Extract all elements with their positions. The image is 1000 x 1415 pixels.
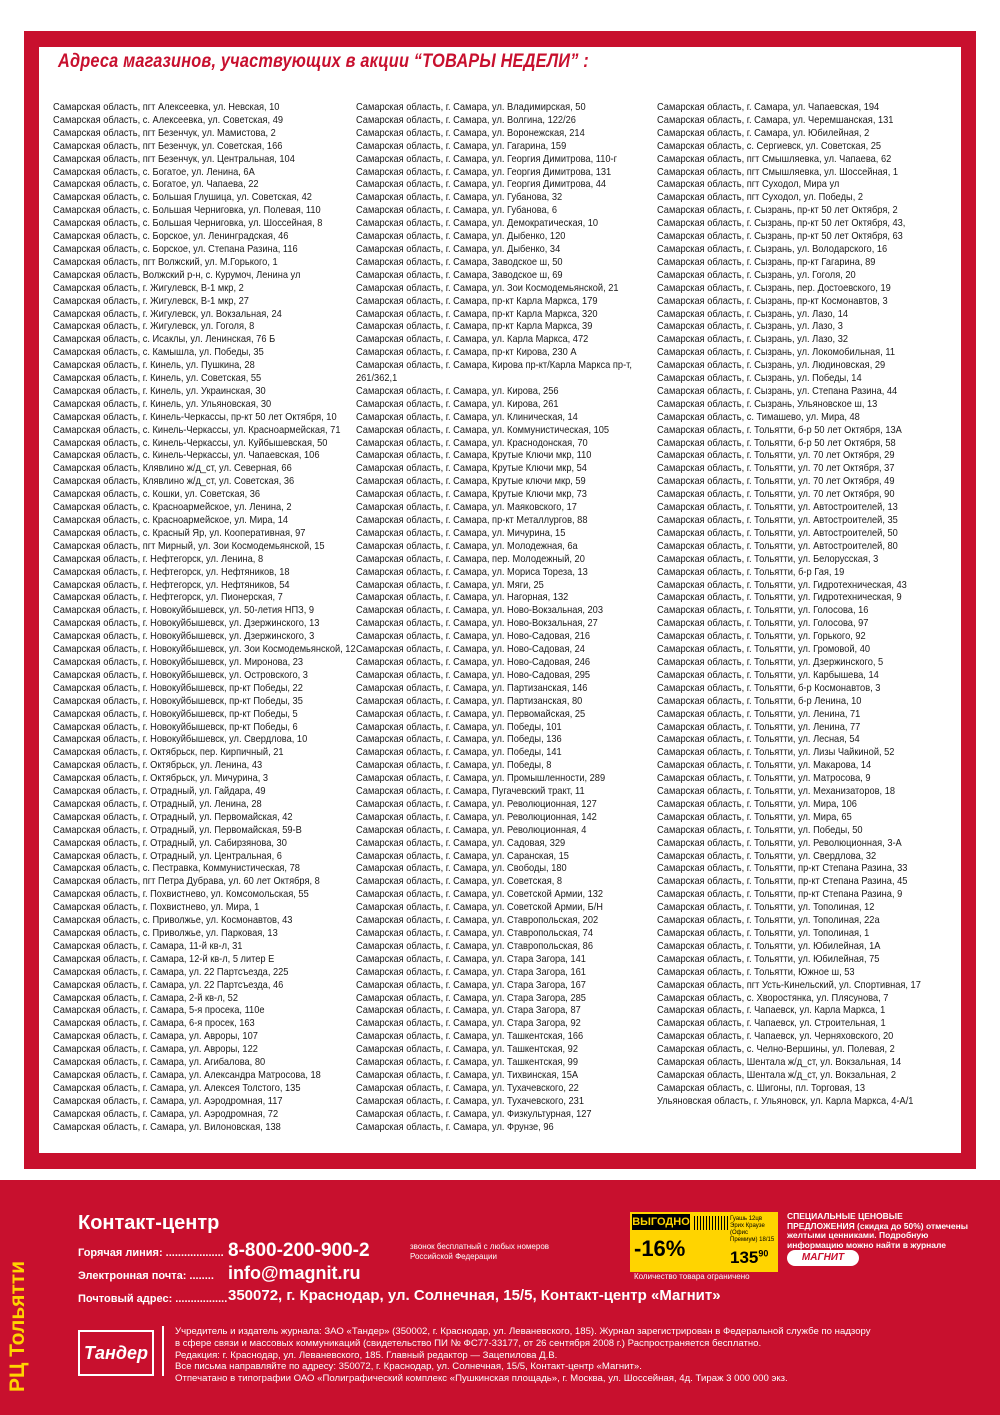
address-line: Самарская область, г. Новокуйбышевск, ул. Дзержинского, 3 [53, 631, 315, 643]
address-line: Самарская область, г. Тольятти, ул. Автостроителей, 80 [657, 540, 898, 552]
address-line: Самарская область, г. Новокуйбышевск, пр-кт Победы, 22 [53, 682, 303, 694]
address-line: Самарская область, г. Самара, ул. Ново-Садовая, 216 [356, 631, 591, 643]
address-line: Самарская область, Волжский р-н, с. Курумоч, Ленина ул [53, 269, 301, 281]
address-line: Самарская область, пгт Смышляевка, ул. Чапаева, 62 [657, 153, 892, 165]
address-line: Самарская область, г. Кинель-Черкассы, пр-кт 50 лет Октября, 10 [53, 411, 337, 423]
address-line: Самарская область, г. Тольятти, б-р Космонавтов, 3 [657, 682, 881, 694]
address-line: Самарская область, г. Самара, ул. Зои Космодемьянской, 21 [356, 282, 619, 294]
imprint [175, 1326, 965, 1385]
address-line: Самарская область, с. Большая Черниговка, ул. Шоссейная, 8 [53, 218, 323, 230]
address-line: Самарская область, г. Отрадный, ул. Первомайская, 42 [53, 811, 293, 823]
address-line: Самарская область, г. Самара, ул. Аэродромная, 117 [53, 1095, 283, 1107]
address-line: Самарская область, г. Сызрань, ул. Володарского, 16 [657, 243, 888, 255]
address-line: Самарская область, г. Самара, ул. Демократическая, 10 [356, 218, 599, 230]
address-line: Самарская область, г. Самара, ул. Саранская, 15 [356, 850, 569, 862]
address-line: Самарская область, г. Самара, ул. Вилоновская, 138 [53, 1121, 281, 1133]
address-line: Самарская область, г. Самара, пр-кт Карла Маркса, 39 [356, 321, 593, 333]
address-line: Самарская область, г. Самара, Заводское ш, 50 [356, 256, 563, 268]
address-line: Самарская область, г. Тольятти, пр-кт Степана Разина, 33 [657, 863, 908, 875]
address-line: Самарская область, г. Самара, ул. Губанова, 32 [356, 192, 563, 204]
address-line: Самарская область, с. Красный Яр, ул. Кооперативная, 97 [53, 527, 306, 539]
address-line: Самарская область, г. Самара, ул. Мориса Тореза, 13 [356, 566, 588, 578]
address-line: Самарская область, г. Самара, ул. Авроры, 122 [53, 1044, 258, 1056]
address-line: Самарская область, г. Самара, ул. Ставропольская, 86 [356, 940, 593, 952]
address-line: Самарская область, г. Самара, ул. Дыбенко, 120 [356, 231, 566, 243]
address-line: Самарская область, г. Самара, ул. Мичурина, 15 [356, 527, 566, 539]
address-line: Самарская область, г. Тольятти, ул. Победы, 50 [657, 824, 863, 836]
promo-badge: ВЫГОДНО [632, 1216, 690, 1228]
address-line: Самарская область, г. Новокуйбышевск, пр-кт Победы, 6 [53, 721, 298, 733]
address-line: Самарская область, с. Сергиевск, ул. Советская, 25 [657, 140, 882, 152]
address-line: Самарская область, с. Красноармейское, ул. Ленина, 2 [53, 502, 292, 514]
address-line: Самарская область, с. Красноармейское, ул. Мира, 14 [53, 515, 289, 526]
address-line: Самарская область, г. Тольятти, ул. Мира, 65 [657, 811, 852, 823]
address-line: Самарская область, г. Самара, ул. Физкультурная, 127 [356, 1108, 592, 1120]
address-line: Самарская область, г. Самара, ул. Ставропольская, 74 [356, 928, 593, 939]
address-line: Самарская область, г. Самара, Пугачевский тракт, 11 [356, 786, 585, 798]
imprint-line: Отпечатано в типографии ОАО «Полиграфический комплекс «Пушкинская площадь», г. Москва, ул. Шоссейная, 4д. Тираж 3 000 000 экз. [175, 1373, 788, 1385]
address-line: Самарская область, пгт Мирный, ул. Зои Космодемьянской, 15 [53, 540, 325, 552]
address-line: Самарская область, с. Богатое, ул. Чапаева, 22 [53, 179, 259, 191]
address-line: Самарская область, г. Самара, ул. Ново-Садовая, 246 [356, 656, 591, 668]
address-line: Самарская область, г. Самара, ул. Ново-Садовая, 295 [356, 669, 591, 681]
address-line: Самарская область, г. Тольятти, б-р 50 лет Октября, 13А [657, 424, 902, 436]
address-line: Самарская область, пгт Безенчук, ул. Центральная, 104 [53, 153, 295, 165]
address-line: Самарская область, г. Тольятти, б-р 50 лет Октября, 58 [657, 437, 896, 449]
address-line: Самарская область, г. Тольятти, ул. 70 лет Октября, 37 [657, 463, 895, 475]
address-line: Самарская область, г. Кинель, ул. Украинская, 30 [53, 385, 266, 397]
address-line: Самарская область, г. Сызрань, пр-кт Гагарина, 89 [657, 256, 876, 268]
address-line: Самарская область, г. Тольятти, ул. Гидротехническая, 9 [657, 592, 902, 604]
address-line: Самарская область, с. Кинель-Черкассы, ул. Куйбышевская, 50 [53, 437, 328, 449]
address-line: Самарская область, с. Борское, ул. Степана Разина, 116 [53, 243, 298, 255]
address-line: Самарская область, г. Тольятти, ул. Дзержинского, 5 [657, 656, 884, 668]
address-line: Самарская область, г. Жигулевск, ул. Вокзальная, 24 [53, 308, 282, 320]
promo-product: Гуашь 12цв Эрих Краузе (Офис Премиум) 18/15 [730, 1216, 775, 1243]
address-line: Самарская область, г. Самара, ул. Советской Армии, 132 [356, 889, 604, 901]
address-column-1 [53, 102, 356, 1135]
address-line: Самарская область, г. Тольятти, ул. Мира, 106 [657, 798, 857, 810]
address-line: Самарская область, г. Кинель, ул. Советская, 55 [53, 373, 262, 385]
address-line: Самарская область, г. Новокуйбышевск, пр-кт Победы, 35 [53, 695, 303, 707]
address-line: Самарская область, г. Самара, ул. Георгия Димитрова, 44 [356, 179, 607, 191]
address-line: Самарская область, г. Самара, 12-й кв-л, 5 литер Е [53, 953, 275, 965]
address-line: Самарская область, г. Самара, ул. Победы, 8 [356, 760, 552, 772]
address-line: Самарская область, г. Тольятти, ул. Юбилейная, 1А [657, 940, 881, 952]
address-line: Самарская область, г. Похвистнево, ул. Мира, 1 [53, 902, 260, 914]
address-line: Самарская область, г. Тольятти, ул. Юбилейная, 75 [657, 953, 880, 965]
address-line: Самарская область, г. Самара, Крутые Ключи мкр, 54 [356, 463, 587, 475]
address-line: Самарская область, г. Тольятти, ул. Тополиная, 12 [657, 902, 875, 914]
promo-discount: -16% [634, 1236, 686, 1261]
address-line: Самарская область, пгт Безенчук, ул. Советская, 166 [53, 140, 283, 152]
imprint-line: Учредитель и издатель журнала: ЗАО «Тандер» (350002, г. Краснодар, ул. Леваневского, 185). Журнал зарегистрирован в Федеральной службе по надзору [175, 1326, 871, 1337]
address-line: Самарская область, г. Самара, ул. Ново-Садовая, 24 [356, 644, 585, 656]
address-line: Самарская область, г. Самара, ул. Воронежская, 214 [356, 127, 585, 139]
address-line: Самарская область, г. Самара, ул. 22 Партсъезда, 46 [53, 979, 284, 991]
address-line: Самарская область, г. Самара, ул. Стара Загора, 87 [356, 1005, 581, 1017]
address-line: Самарская область, г. Самара, ул. Первомайская, 25 [356, 708, 586, 720]
address-line: Самарская область, г. Чапаевск, ул. Черняховского, 20 [657, 1031, 894, 1043]
address-line: Самарская область, с. Пестравка, Коммунистическая, 78 [53, 863, 300, 875]
hotline-label: Горячая линия: ................... [78, 1247, 224, 1259]
address-line: Самарская область, г. Самара, ул. Ташкентская, 166 [356, 1031, 584, 1043]
address-line: Самарская область, г. Самара, ул. Георгия Димитрова, 110-г [356, 153, 617, 165]
address-line: Самарская область, г. Жигулевск, В-1 мкр, 27 [53, 295, 249, 307]
address-line: Самарская область, г. Октябрьск, пер. Кирпичный, 21 [53, 747, 284, 759]
address-line: Самарская область, г. Самара, ул. Победы, 136 [356, 734, 562, 746]
address-line: 261/362,1 [356, 373, 398, 385]
address-line: Самарская область, с. Хворостянка, ул. Плясунова, 7 [657, 992, 889, 1004]
address-line: Самарская область, г. Тольятти, ул. Белорусская, 3 [657, 553, 879, 565]
address-line: Самарская область, г. Самара, ул. Алексея Толстого, 135 [53, 1082, 301, 1094]
address-line: Самарская область, г. Самара, ул. Ташкентская, 92 [356, 1044, 578, 1056]
address-line: Самарская область, г. Самара, ул. Ташкентская, 99 [356, 1057, 578, 1069]
address-line: Самарская область, г. Тольятти, ул. Автостроителей, 13 [657, 502, 898, 514]
email-label: Электронная почта: ........ [78, 1270, 214, 1282]
address-line: Самарская область, г. Самара, ул. Ново-Вокзальная, 27 [356, 618, 598, 630]
address-line: Самарская область, г. Новокуйбышевск, ул. Зои Космодемьянской, 12 [53, 644, 356, 656]
address-line: Самарская область, с. Большая Черниговка, ул. Полевая, 110 [53, 205, 321, 217]
address-line: Самарская область, г. Сызрань, пр-кт 50 лет Октября, 43, [657, 218, 906, 230]
address-line: Самарская область, г. Новокуйбышевск, ул. Миронова, 23 [53, 656, 304, 668]
address-line: Самарская область, г. Нефтегорск, ул. Нефтяников, 18 [53, 566, 290, 578]
address-line: Самарская область, г. Тольятти, ул. Лизы Чайкиной, 52 [657, 747, 895, 759]
address-line: Самарская область, Шентала ж/д_ст, ул. Вокзальная, 2 [657, 1069, 896, 1081]
address-line: Самарская область, с. Камышла, ул. Победы, 35 [53, 347, 264, 359]
address-line: Самарская область, г. Самара, ул. Свободы, 180 [356, 863, 567, 875]
address-line: Самарская область, г. Отрадный, ул. Центральная, 6 [53, 850, 282, 862]
address-line: Самарская область, г. Тольятти, ул. Свердлова, 32 [657, 850, 877, 862]
address-line: Самарская область, с. Алексеевка, ул. Советская, 49 [53, 114, 284, 126]
address-line: Самарская область, г. Самара, ул. Победы, 141 [356, 747, 562, 759]
address-line: Самарская область, г. Самара, ул. Губанова, 6 [356, 205, 557, 217]
address-line: Самарская область, г. Самара, ул. Советская, 8 [356, 876, 563, 888]
address-line: Самарская область, г. Тольятти, ул. Макарова, 14 [657, 760, 872, 772]
address-column-3 [657, 102, 957, 1109]
address-line: Самарская область, г. Самара, ул. Юбилейная, 2 [657, 127, 870, 139]
address-line: Самарская область, г. Сызрань, ул. Лазо, 32 [657, 334, 849, 346]
address-line: Самарская область, г. Тольятти, ул. Механизаторов, 18 [657, 786, 896, 798]
address-line: Самарская область, г. Отрадный, ул. Сабирзянова, 30 [53, 837, 287, 849]
address-line: Самарская область, г. Чапаевск, ул. Карла Маркса, 1 [657, 1005, 886, 1017]
address-line: Самарская область, г. Самара, ул. Садовая, 329 [356, 837, 566, 849]
address-line: Самарская область, г. Сызрань, ул. Лазо, 14 [657, 308, 849, 320]
imprint-line: Все письма направляйте по адресу: 350072, г. Краснодар, ул. Солнечная, 15/5, Контакт-центр «Магнит». [175, 1361, 642, 1373]
address-line: Самарская область, г. Тольятти, ул. Лесная, 54 [657, 734, 860, 746]
address-line: Самарская область, г. Тольятти, ул. Карбышева, 14 [657, 669, 879, 681]
address-line: Самарская область, г. Самара, ул. Стара Загора, 285 [356, 992, 586, 1004]
address-line: Самарская область, с. Богатое, ул. Ленина, 6А [53, 166, 255, 178]
address-line: Самарская область, г. Жигулевск, В-1 мкр, 2 [53, 282, 244, 294]
region-label: РЦ Тольятти [6, 1261, 29, 1392]
address-line: Самарская область, с. Приволжье, ул. Космонавтов, 43 [53, 915, 293, 927]
address-line: Самарская область, г. Самара, ул. Ново-Вокзальная, 203 [356, 605, 603, 617]
address-line: Самарская область, г. Самара, ул. Волгина, 122/26 [356, 114, 576, 126]
address-line: Самарская область, г. Самара, пр-кт Металлургов, 88 [356, 515, 588, 526]
address-line: Самарская область, пгт Усть-Кинельский, ул. Спортивная, 17 [657, 979, 921, 991]
hotline-number[interactable]: 8-800-200-900-2 [228, 1240, 370, 1261]
address-line: Самарская область, г. Самара, ул. Кирова, 261 [356, 398, 559, 410]
address-line: Самарская область, г. Самара, пр-кт Карла Маркса, 320 [356, 308, 598, 320]
address-line: Самарская область, г. Самара, ул. Победы, 101 [356, 721, 562, 733]
quantity-note: Количество товара ограничено [634, 1272, 750, 1281]
address-line: Самарская область, г. Самара, ул. Тухачевского, 22 [356, 1082, 579, 1094]
address-line: Самарская область, г. Самара, ул. Авроры, 107 [53, 1031, 258, 1043]
address-line: Самарская область, г. Тольятти, ул. Автостроителей, 50 [657, 527, 898, 539]
address-line: Самарская область, г. Самара, ул. Александра Матросова, 18 [53, 1069, 321, 1081]
divider [162, 1326, 164, 1376]
address-line: Самарская область, г. Самара, ул. Георгия Димитрова, 131 [356, 166, 612, 178]
address-line: Самарская область, г. Самара, ул. Черемшанская, 131 [657, 114, 894, 126]
address-line: Самарская область, г. Самара, ул. Клиническая, 14 [356, 411, 578, 423]
address-line: Самарская область, с. Кошки, ул. Советская, 36 [53, 489, 261, 501]
address-line: Самарская область, с. Приволжье, ул. Парковая, 13 [53, 928, 278, 939]
address-line: Самарская область, пгт Суходол, Мира ул [657, 179, 840, 191]
address-line: Самарская область, г. Сызрань, ул. Лазо, 3 [657, 321, 843, 333]
address-line: Самарская область, Клявлино ж/д_ст, ул. Северная, 66 [53, 463, 292, 475]
address-line: Самарская область, г. Сызрань, Ульяновское ш, 13 [657, 398, 878, 410]
address-line: Самарская область, г. Самара, Крутые Ключи мкр, 110 [356, 450, 592, 462]
address-line: Самарская область, г. Самара, ул. Краснодонская, 70 [356, 437, 588, 449]
address-line: Самарская область, г. Самара, ул. Ставропольская, 202 [356, 915, 599, 927]
address-line: Самарская область, г. Тольятти, ул. Ленина, 71 [657, 708, 861, 720]
address-line: Самарская область, г. Сызрань, ул. Победы, 14 [657, 373, 862, 385]
address-line: Самарская область, г. Октябрьск, ул. Ленина, 43 [53, 760, 263, 772]
imprint-line: Редакция: г. Краснодар, ул. Леваневского, 185. Главный редактор — Зацепилова Д.В. [175, 1349, 558, 1361]
address-line: Самарская область, пгт Смышляевка, ул. Шоссейная, 1 [657, 166, 899, 178]
address-line: Самарская область, с. Исаклы, ул. Ленинская, 76 Б [53, 334, 276, 346]
address-line: Самарская область, г. Октябрьск, ул. Мичурина, 3 [53, 773, 269, 785]
address-line: Самарская область, г. Самара, ул. Маяковского, 17 [356, 502, 577, 514]
address-line: Самарская область, г. Самара, ул. Коммунистическая, 105 [356, 424, 610, 436]
address-line: Самарская область, г. Тольятти, пр-кт Степана Разина, 45 [657, 876, 908, 888]
address-line: Самарская область, пгт Суходол, ул. Победы, 2 [657, 192, 864, 204]
magnit-logo: МАГНИТ [787, 1250, 859, 1266]
address-line: Самарская область, г. Самара, ул. Тухачевского, 231 [356, 1095, 584, 1107]
address-line: Самарская область, г. Сызрань, пр-кт 50 лет Октября, 2 [657, 205, 898, 217]
address-line: Самарская область, г. Самара, ул. Революционная, 142 [356, 811, 597, 823]
address-line: Самарская область, г. Сызрань, ул. Локомобильная, 11 [657, 347, 895, 359]
address-line: Самарская область, г. Самара, 2-й кв-л, 52 [53, 992, 238, 1004]
address-line: Самарская область, г. Чапаевск, ул. Строительная, 1 [657, 1018, 886, 1030]
address-line: Самарская область, г. Самара, ул. Партизанская, 146 [356, 682, 588, 694]
address-line: Самарская область, г. Тольятти, ул. Тополиная, 1 [657, 928, 870, 939]
address-line: Самарская область, г. Самара, ул. Кирова, 256 [356, 385, 559, 397]
address-line: Самарская область, г. Тольятти, ул. Тополиная, 22а [657, 915, 880, 927]
address-line: Самарская область, г. Тольятти, б-р Ленина, 10 [657, 695, 862, 707]
address-line: Самарская область, Шентала ж/д_ст, ул. Вокзальная, 14 [657, 1057, 902, 1069]
address-line: Самарская область, г. Сызрань, пер. Достоевского, 19 [657, 282, 891, 294]
address-line: Самарская область, г. Самара, ул. Аэродромная, 72 [53, 1108, 279, 1120]
address-line: Самарская область, г. Тольятти, б-р Гая, 19 [657, 566, 845, 578]
address-line: Самарская область, г. Похвистнево, ул. Комсомольская, 55 [53, 889, 309, 901]
address-line: Самарская область, г. Самара, ул. Дыбенко, 34 [356, 243, 561, 255]
address-line: Самарская область, г. Отрадный, ул. Первомайская, 59-В [53, 824, 302, 836]
promo-price: $135^{90}$ [730, 1248, 769, 1267]
address-line: Самарская область, г. Самара, 11-й кв-л, 31 [53, 940, 243, 952]
address-line: Самарская область, г. Самара, ул. Революционная, 127 [356, 798, 597, 810]
address-line: Самарская область, с. Шигоны, пл. Торговая, 13 [657, 1082, 866, 1094]
address-line: Самарская область, пгт Безенчук, ул. Мамистова, 2 [53, 127, 276, 139]
address-line: Самарская область, г. Тольятти, ул. 70 лет Октября, 29 [657, 450, 895, 462]
address-line: Самарская область, г. Самара, ул. Тихвинская, 15А [356, 1069, 579, 1081]
address-line: Самарская область, г. Самара, ул. Нагорная, 132 [356, 592, 569, 604]
address-line: Самарская область, г. Тольятти, ул. Голосова, 97 [657, 618, 869, 630]
address-line: Самарская область, г. Самара, ул. Революционная, 4 [356, 824, 587, 836]
address-line: Самарская область, г. Сызрань, ул. Степана Разина, 44 [657, 385, 898, 397]
address-line: Самарская область, г. Тольятти, ул. Ленина, 77 [657, 721, 861, 733]
address-line: Самарская область, г. Тольятти, ул. 70 лет Октября, 90 [657, 489, 895, 501]
promo-price-tag [630, 1212, 778, 1272]
address-line: Самарская область, г. Самара, Заводское ш, 69 [356, 269, 563, 281]
address-line: Самарская область, г. Тольятти, ул. Автостроителей, 35 [657, 515, 898, 526]
address-line: Самарская область, с. Тимашево, ул. Мира, 48 [657, 411, 860, 423]
address-line: Самарская область, г. Новокуйбышевск, ул. Дзержинского, 13 [53, 618, 320, 630]
postal-address: 350072, г. Краснодар, ул. Солнечная, 15/5, Контакт-центр «Магнит» [228, 1287, 721, 1304]
address-line: Самарская область, с. Челно-Вершины, ул. Полевая, 2 [657, 1044, 895, 1056]
address-line: Самарская область, г. Нефтегорск, ул. Пионерская, 7 [53, 592, 283, 604]
address-line: Самарская область, г. Отрадный, ул. Ленина, 28 [53, 798, 262, 810]
address-line: Самарская область, г. Самара, ул. Партизанская, 80 [356, 695, 583, 707]
address-line: Самарская область, г. Тольятти, ул. Матросова, 9 [657, 773, 871, 785]
address-line: Самарская область, г. Кинель, ул. Пушкина, 28 [53, 360, 255, 372]
address-line: Самарская область, г. Самара, ул. 22 Партсъезда, 225 [53, 966, 289, 978]
address-line: Самарская область, г. Тольятти, пр-кт Степана Разина, 9 [657, 889, 903, 901]
address-line: Самарская область, г. Сызрань, пр-кт 50 лет Октября, 63 [657, 231, 903, 243]
address-line: Самарская область, г. Самара, ул. Карла Маркса, 472 [356, 334, 589, 346]
address-line: Самарская область, г. Самара, ул. Гагарина, 159 [356, 140, 567, 152]
address-line: Самарская область, г. Самара, ул. Фрунзе, 96 [356, 1121, 554, 1133]
address-column-2 [356, 102, 656, 1135]
address-line: Самарская область, г. Новокуйбышевск, пр-кт Победы, 5 [53, 708, 298, 720]
address-line: Самарская область, г. Самара, пр-кт Карла Маркса, 179 [356, 295, 598, 307]
address-line: Самарская область, г. Тольятти, ул. Гидротехническая, 43 [657, 579, 907, 591]
address-line: Самарская область, г. Самара, ул. Агибалова, 80 [53, 1057, 266, 1069]
address-line: Самарская область, с. Большая Глушица, ул. Советская, 42 [53, 192, 312, 204]
address-line: Самарская область, г. Самара, ул. Владимирская, 50 [356, 102, 586, 113]
address-line: Самарская область, г. Самара, Кирова пр-кт/Карла Маркса пр-т, [356, 360, 632, 372]
address-line: Самарская область, с. Борское, ул. Ленинградская, 46 [53, 231, 289, 243]
address-line: Самарская область, г. Тольятти, ул. Революционная, 3-А [657, 837, 902, 849]
imprint-line: в сфере связи и массовых коммуникаций (свидетельство ПИ № ФС77-33177, от 26 сентября 2008 г.) Распространяется бесплатно. [175, 1337, 762, 1349]
address-line: Самарская область, г. Нефтегорск, ул. Нефтяников, 54 [53, 579, 290, 591]
address-line: Самарская область, г. Тольятти, ул. Громовой, 40 [657, 644, 871, 656]
special-offers-text: СПЕЦИАЛЬНЫЕ ЦЕНОВЫЕ ПРЕДЛОЖЕНИЯ (скидка до 50%) отмечены желтыми ценниками. Подробную информацию можно найти в журнале [787, 1211, 968, 1250]
address-line: Самарская область, пгт Волжский, ул. М.Горького, 1 [53, 256, 278, 268]
address-line: Самарская область, г. Самара, ул. Советской Армии, Б/Н [356, 902, 603, 914]
tander-logo: Тандер [78, 1330, 154, 1376]
address-line: Самарская область, г. Самара, ул. Стара Загора, 167 [356, 979, 586, 991]
address-line: Самарская область, Клявлино ж/д_ст, ул. Советская, 36 [53, 476, 295, 488]
address-line: Самарская область, г. Самара, ул. Промышленности, 289 [356, 773, 606, 785]
address-line: Самарская область, г. Самара, ул. Стара Загора, 161 [356, 966, 586, 978]
address-line: Самарская область, пгт Петра Дубрава, ул. 60 лет Октября, 8 [53, 876, 320, 888]
address-line: Самарская область, г. Самара, 6-я просек, 163 [53, 1018, 255, 1030]
address-line: Самарская область, г. Сызрань, пр-кт Космонавтов, 3 [657, 295, 888, 307]
address-label: Почтовый адрес: ................. [78, 1293, 228, 1305]
address-line: Самарская область, г. Тольятти, ул. Голосова, 16 [657, 605, 869, 617]
address-line: Самарская область, г. Новокуйбышевск, ул. 50-летия НПЗ, 9 [53, 605, 315, 617]
address-line: Самарская область, с. Кинель-Черкассы, ул. Красноармейская, 71 [53, 424, 341, 436]
address-line: Ульяновская область, г. Ульяновск, ул. Карла Маркса, 4-А/1 [657, 1095, 914, 1107]
address-line: Самарская область, г. Тольятти, ул. Горького, 92 [657, 631, 866, 643]
address-line: Самарская область, г. Тольятти, ул. 70 лет Октября, 49 [657, 476, 895, 488]
address-line: Самарская область, г. Жигулевск, ул. Гоголя, 8 [53, 321, 255, 333]
address-line: Самарская область, г. Новокуйбышевск, ул. Свердлова, 10 [53, 734, 308, 746]
address-line: Самарская область, г. Нефтегорск, ул. Ленина, 8 [53, 553, 264, 565]
address-line: Самарская область, г. Самара, Крутые Ключи мкр, 73 [356, 489, 587, 501]
address-line: Самарская область, г. Новокуйбышевск, ул. Островского, 3 [53, 669, 308, 681]
address-line: Самарская область, пгт Алексеевка, ул. Невская, 10 [53, 102, 280, 113]
address-line: Самарская область, г. Тольятти, Южное ш, 53 [657, 966, 855, 978]
address-line: Самарская область, г. Самара, 5-я просека, 110е [53, 1005, 265, 1017]
address-line: Самарская область, с. Кинель-Черкассы, ул. Чапаевская, 106 [53, 450, 320, 462]
email-link[interactable]: info@magnit.ru [228, 1263, 361, 1283]
address-line: Самарская область, г. Самара, пр-кт Кирова, 230 А [356, 347, 577, 359]
address-line: Самарская область, г. Сызрань, ул. Гоголя, 20 [657, 269, 856, 281]
address-line: Самарская область, г. Отрадный, ул. Гайдара, 49 [53, 786, 266, 798]
address-line: Самарская область, г. Самара, ул. Чапаевская, 194 [657, 102, 880, 113]
address-line: Самарская область, г. Самара, ул. Стара Загора, 92 [356, 1018, 581, 1030]
address-line: Самарская область, г. Самара, ул. Молодежная, 6а [356, 540, 578, 552]
address-line: Самарская область, г. Самара, ул. Стара Загора, 141 [356, 953, 586, 965]
barcode-icon [694, 1216, 728, 1230]
address-line: Самарская область, г. Сызрань, ул. Людиновская, 29 [657, 360, 886, 372]
contact-center-title: Контакт-центр [78, 1212, 220, 1234]
address-line: Самарская область, г. Самара, Крутые ключи мкр, 59 [356, 476, 586, 488]
page-title: Адреса магазинов, участвующих в акции “ТОВАРЫ НЕДЕЛИ” : [58, 51, 589, 72]
address-line: Самарская область, г. Самара, пер. Молодежный, 20 [356, 553, 585, 565]
hotline-note: звонок бесплатный с любых номеров Российской Федерации [410, 1242, 550, 1261]
address-line: Самарская область, г. Самара, ул. Мяги, 25 [356, 579, 544, 591]
address-line: Самарская область, г. Кинель, ул. Ульяновская, 30 [53, 398, 272, 410]
